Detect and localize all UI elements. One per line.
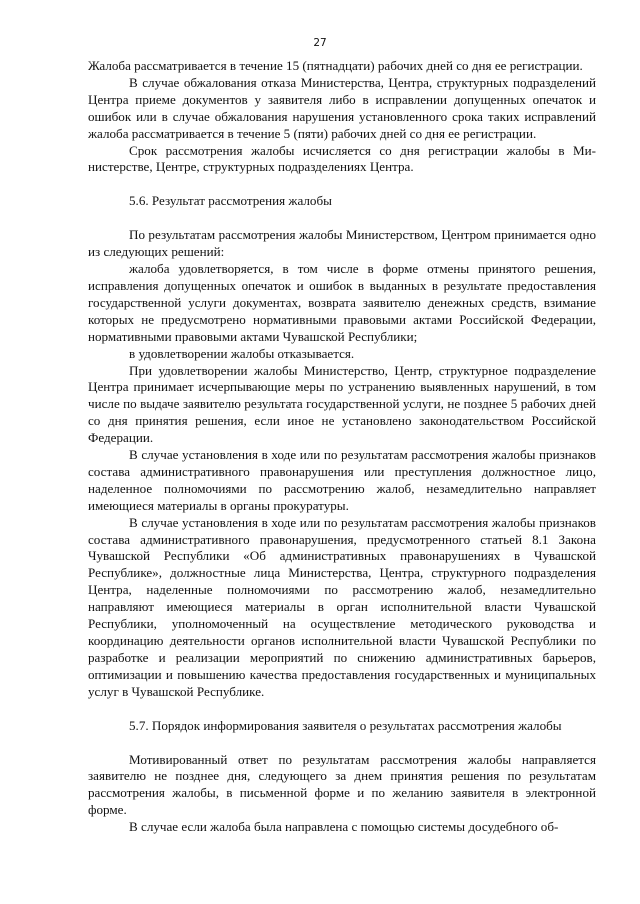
paragraph-prosecutor-referral: В случае установления в ходе или по результатам рассмотрения жалобы признаков состава административного правонарушения или преступления должностное лицо, наделенное полномочиями по рассмотрению жалоб, незамедлительно направляет имеющиеся материалы в органы прокуратуры. bbox=[88, 447, 596, 513]
paragraph-pretrial-system: В случае если жалоба была направлена с помощью системы досудебного об- bbox=[129, 819, 559, 835]
paragraph-decisions-intro: По результатам рассмотрения жалобы Министерством, Центром принимается одно из следующих решений: bbox=[88, 227, 596, 260]
paragraph-administrative-offense: В случае установления в ходе или по результатам рассмотрения жалобы признаков состава административного правонарушения, предусмотренного статьей 8.1 Закона Чувашской Республики «Об административных правонарушениях в Чувашской Республике», должностные лица Министерства, Центра, структурного подразделения Центра, наделенные полномочиями по рассмотрению жалоб, незамедлительно направляют имеющиеся материалы в орган исполнительной власти Чувашской Республики, уполномоченный на осуществление методического руководства и координацию деятельности органов исполнительной власти Чувашской Республики по разработке и реализации мероприятий по снижению административных барьеров, оптимизации и повышению качества предоставления государственных и муниципальных услуг в Чувашской Республике. bbox=[88, 514, 596, 699]
paragraph-refusal-appeal: В случае обжалования отказа Министерства, Центра, структурных подразделений Центра приеме документов у заявителя либо в исправлении допущенных опечаток и ошибок или в случае обжалования нарушения установленного срока таких исправлений жалоба рассматривается в течение 5 (пяти) рабочих дней со дня ее регистрации. bbox=[88, 74, 596, 141]
paragraph-review-period: Жалоба рассматривается в течение 15 (пятнадцати) рабочих дней со дня ее регистрации. bbox=[88, 58, 583, 73]
paragraph-decision-refused: в удовлетворении жалобы отказывается. bbox=[129, 345, 355, 361]
paragraph-decision-satisfied: жалоба удовлетворяется, в том числе в форме отмены принятого решения, исправления допущенных опечаток и ошибок в выданных в результате предоставления государственной услуги документах, возврата заявителю денежных средств, взимание которых не предусмотрено нормативными правовыми актами Российской Федерации, нормативными правовыми актами Чувашской Республики; bbox=[88, 261, 596, 344]
paragraph-remedy-measures: При удовлетворении жалобы Министерство, Центр, структурное подразделение Центра принимает исчерпывающие меры по устранению выявленных нарушений, в том числе по выдаче заявителю результата государственной услуги, не позднее 5 рабочих дней со дня принятия решения, если иное не установлено законодательством Российской Федерации. bbox=[88, 362, 596, 446]
paragraph-reasoned-response: Мотивированный ответ по результатам рассмотрения жалобы направляется заявителю не позднее дня, следующего за днем принятия решения по результатам рассмотрения жалобы, в письменной форме и по желанию заявителя в электронной форме. bbox=[88, 751, 596, 818]
page-content bbox=[88, 58, 596, 836]
section-heading-5-6: 5.6. Результат рассмотрения жалобы bbox=[129, 193, 332, 209]
section-heading-5-7: 5.7. Порядок информирования заявителя о результатах рассмотрения жалобы bbox=[129, 717, 562, 733]
paragraph-period-calculation: Срок рассмотрения жалобы исчисляется со дня регистрации жалобы в Министерстве, Центре, структурных подразделениях Центра. bbox=[88, 142, 596, 175]
page-number: 27 bbox=[313, 37, 327, 49]
